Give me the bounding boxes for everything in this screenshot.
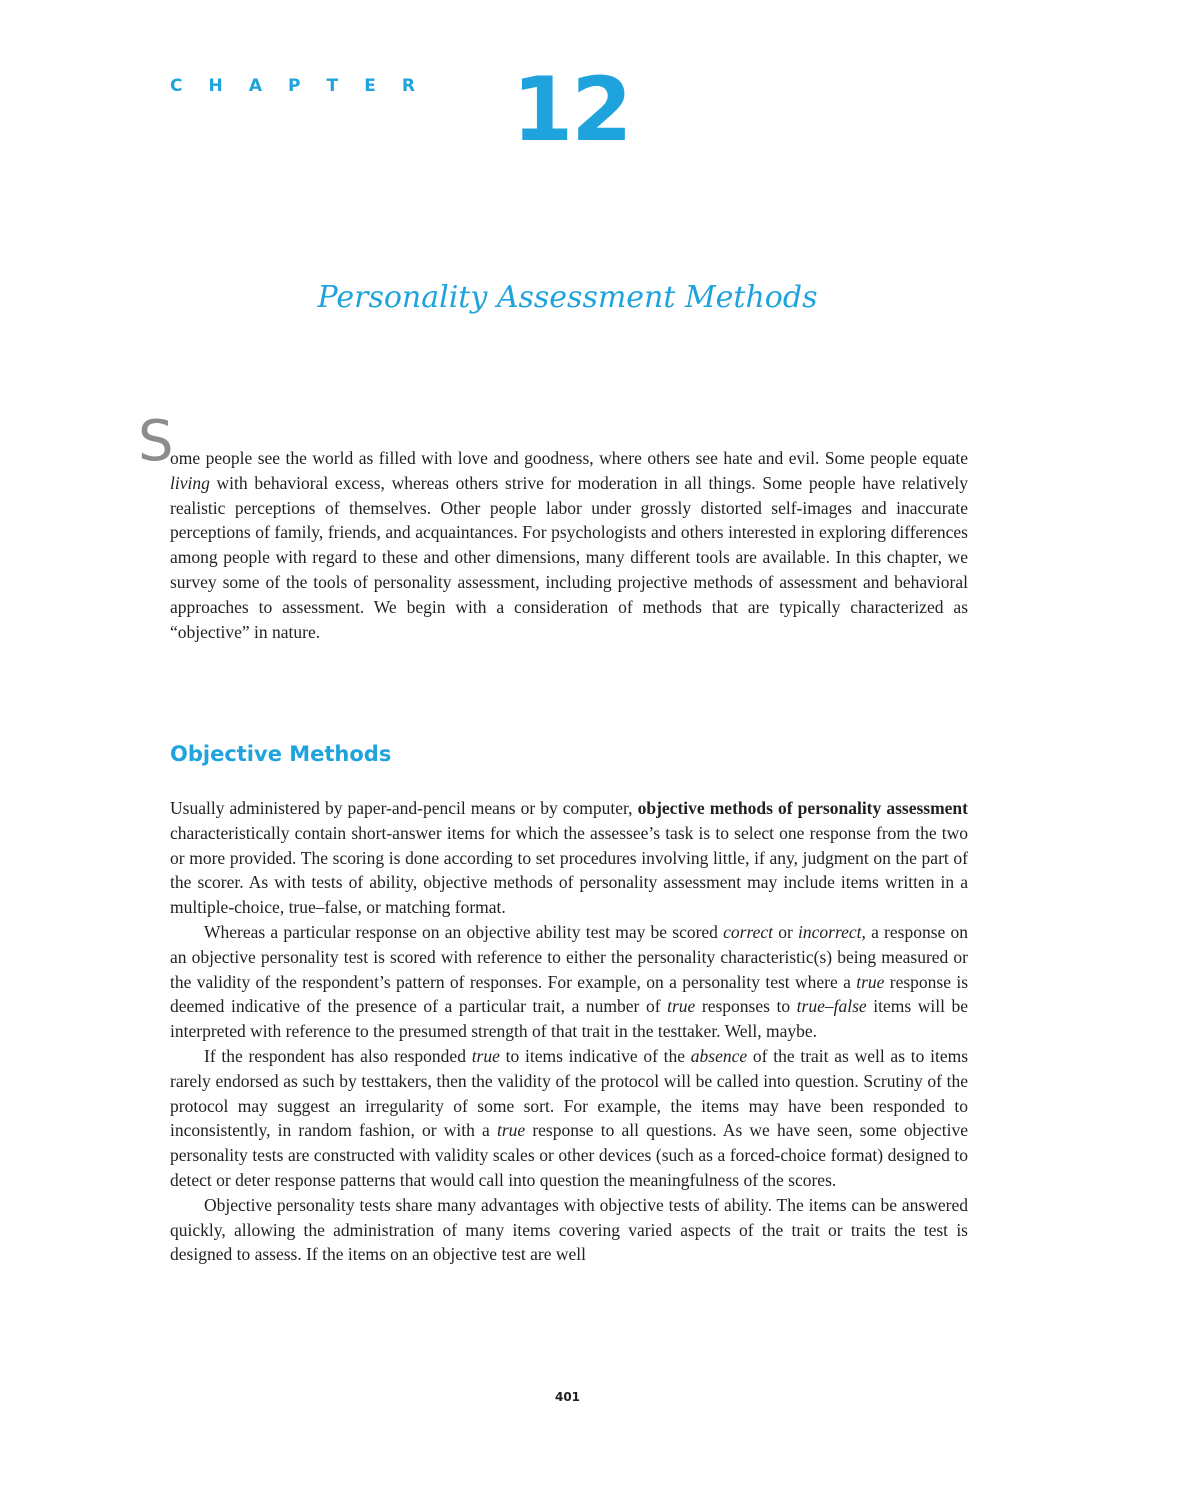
intro-text [170,446,968,644]
text-run: Whereas a particular response on an objective ability test may be scored [204,921,724,942]
text-run: to items indicative of the [499,1045,691,1066]
chapter-letter: A [248,76,262,96]
chapter-letter: H [208,76,223,96]
text-run: Usually administered by paper-and-pencil means or by computer, [170,798,638,818]
chapter-letter: E [364,76,376,96]
emphasis-text: correct [723,921,774,942]
chapter-title: Personality Assessment Methods [317,280,818,315]
emphasis-text: true [856,971,885,992]
body-paragraph-3 [170,1044,968,1193]
body-paragraph-4 [170,1193,968,1267]
text-run: , a response on an objective personality test is scored with reference to either the personality characteristic(s) being measured or the validity of the respondent’s pattern of responses. For example, on a personality test where a [170,921,968,992]
chapter-label [170,76,415,96]
text-run: or [773,921,799,942]
section-body [170,796,968,1267]
text-run: responses to [695,996,797,1017]
chapter-letter: P [288,76,301,96]
text-run: response to all questions. As we have seen, some objective personality tests are constructed with validity scales or other devices (such as a forced-choice format) designed to detect or deter response patterns that would call into question the meaningfulness of the scores. [170,1120,969,1190]
chapter-number: 12 [512,58,631,161]
drop-cap: S [138,409,174,474]
emphasis-text: incorrect [798,921,862,942]
emphasis-text: true [471,1045,500,1066]
emphasis-text: living [170,472,210,493]
text-run: If the respondent has also responded [204,1045,472,1066]
text-run: Objective personality tests share many advantages with objective tests of ability. The items can be answered quickly, allowing the administration of many items covering varied aspects of the trait or traits the test is designed to assess. If the items on an objective test are well [170,1194,968,1265]
text-run: of the trait as well as to items rarely endorsed as such by testtakers, then the validity of the protocol will be called into question. Scrutiny of the protocol may suggest an irregularity of some sort. For example, the items may have been responded to inconsistently, in random fashion, or with a [170,1045,969,1141]
text-run: items will be interpreted with reference to the presumed strength of that trait in the testtaker. Well, maybe. [170,996,969,1042]
section-heading: Objective Methods [170,742,392,766]
chapter-letter: T [326,76,339,96]
text-run: with behavioral excess, whereas others strive for moderation in all things. Some people have relatively realistic perceptions of themselves. Other people labor under grossly distorted self-images and inaccurate perceptions of family, friends, and acquaintances. For psychologists and others interested in exploring differences among people with regard to these and other dimensions, many different tools are available. In this chapter, we survey some of the tools of personality assessment, including projective methods of assessment and behavioral approaches to assessment. We begin with a consideration of methods that are typically characterized as “objective” in nature. [170,472,968,642]
body-paragraph-2 [170,920,968,1044]
text-run: characteristically contain short-answer items for which the assessee’s task is to select one response from the two or more provided. The scoring is done according to set procedures involving little, if any, judgment on the part of the scorer. As with tests of ability, objective methods of personality assessment may include items written in a multiple-choice, true–false, or matching format. [170,822,968,918]
text-run: ome people see the world as filled with love and goodness, where others see hate and evil. Some people equate [170,448,968,468]
chapter-letter: R [401,76,415,96]
page-number: 401 [554,1390,581,1404]
emphasis-text: true [496,1120,526,1141]
emphasis-text: absence [690,1045,748,1066]
text-run: response is deemed indicative of the presence of a particular trait, a number of [170,971,969,1017]
emphasis-text: true [667,996,696,1017]
body-paragraph-1 [170,796,968,920]
key-term: objective methods of personality assessment [637,798,968,818]
emphasis-text: true–false [796,996,867,1017]
chapter-letter: C [170,76,183,96]
intro-paragraph [170,446,968,644]
